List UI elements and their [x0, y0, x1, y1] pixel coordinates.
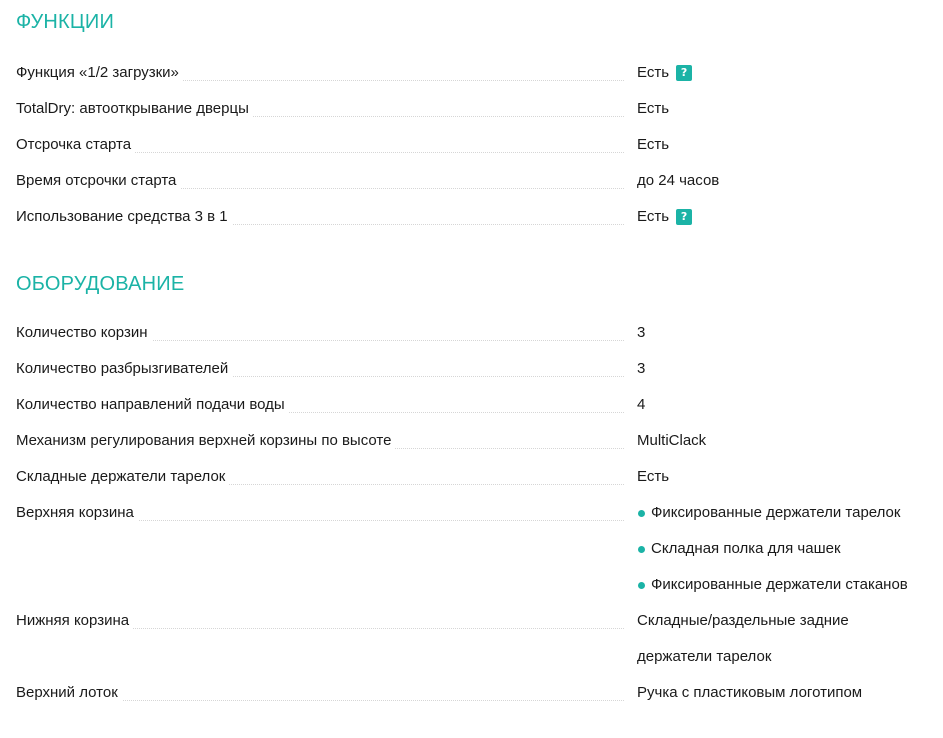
spec-label: Верхний лоток [16, 675, 122, 711]
spec-value [637, 91, 669, 127]
spec-row-folding-holders [0, 459, 943, 495]
spec-label: Время отсрочки старта [16, 163, 180, 199]
spec-row-water-directions [0, 387, 943, 423]
spec-row-totaldry [0, 91, 943, 127]
spec-value [637, 199, 692, 235]
spec-value-text: Есть [637, 468, 670, 485]
spec-value-text: 3 [637, 360, 646, 377]
spec-value-text: Фиксированные держатели стаканов [651, 576, 908, 593]
spec-row-baskets [0, 315, 943, 351]
spec-value-text: Есть [637, 136, 670, 153]
spec-label: Функция «1/2 загрузки» [16, 55, 183, 91]
spec-row-lower-basket [0, 603, 943, 675]
spec-value [637, 315, 645, 351]
bullet-icon [638, 510, 645, 517]
spec-value-text: MultiClack [637, 432, 707, 449]
spec-label: Складные держатели тарелок [16, 459, 229, 495]
spec-value [637, 459, 669, 495]
spec-row-delay-time [0, 163, 943, 199]
spec-value-text: Есть [637, 100, 670, 117]
section-title-functions: ФУНКЦИИ [16, 11, 115, 33]
spec-label: Использование средства 3 в 1 [16, 199, 232, 235]
list-item [637, 567, 908, 603]
bullet-icon [638, 582, 645, 589]
spec-row-upper-tray [0, 675, 943, 711]
spec-label: Количество разбрызгивателей [16, 351, 232, 387]
spec-row-sprayers [0, 351, 943, 387]
spec-value-text: 4 [637, 396, 646, 413]
spec-value-text: держатели тарелок [637, 648, 772, 665]
spec-value-text: Складная полка для чашек [651, 540, 841, 557]
spec-value-text: Фиксированные держатели тарелок [651, 504, 901, 521]
spec-value-text: Есть [637, 64, 670, 81]
spec-label: Нижняя корзина [16, 603, 133, 639]
spec-value [637, 127, 669, 163]
spec-label: Отсрочка старта [16, 127, 135, 163]
spec-label: Верхняя корзина [16, 495, 138, 531]
spec-value [637, 603, 849, 675]
spec-value [637, 163, 719, 199]
spec-value [637, 423, 706, 459]
spec-value-text: Есть [637, 208, 670, 225]
spec-value [637, 387, 645, 423]
spec-value-text: Складные/раздельные задние [637, 612, 849, 629]
bullet-icon [638, 546, 645, 553]
spec-value-text: 3 [637, 324, 646, 341]
spec-value [637, 351, 645, 387]
spec-value-text: до 24 часов [637, 172, 720, 189]
spec-label: Механизм регулирования верхней корзины по высоте [16, 423, 395, 459]
spec-row-height-mechanism [0, 423, 943, 459]
section-title-equipment: ОБОРУДОВАНИЕ [16, 273, 185, 295]
spec-value-list [637, 495, 908, 603]
spec-row-3in1 [0, 199, 943, 235]
spec-row-delay-start [0, 127, 943, 163]
list-item [637, 495, 908, 531]
list-item [637, 531, 908, 567]
spec-row-half-load [0, 55, 943, 91]
spec-label: TotalDry: автооткрывание дверцы [16, 91, 253, 127]
spec-value [637, 675, 862, 711]
help-icon[interactable]: ? [676, 65, 692, 81]
help-icon[interactable]: ? [676, 209, 692, 225]
spec-label: Количество корзин [16, 315, 152, 351]
spec-label: Количество направлений подачи воды [16, 387, 289, 423]
spec-value [637, 55, 692, 91]
spec-value-text: Ручка с пластиковым логотипом [637, 684, 863, 701]
spec-row-upper-basket [0, 495, 943, 603]
